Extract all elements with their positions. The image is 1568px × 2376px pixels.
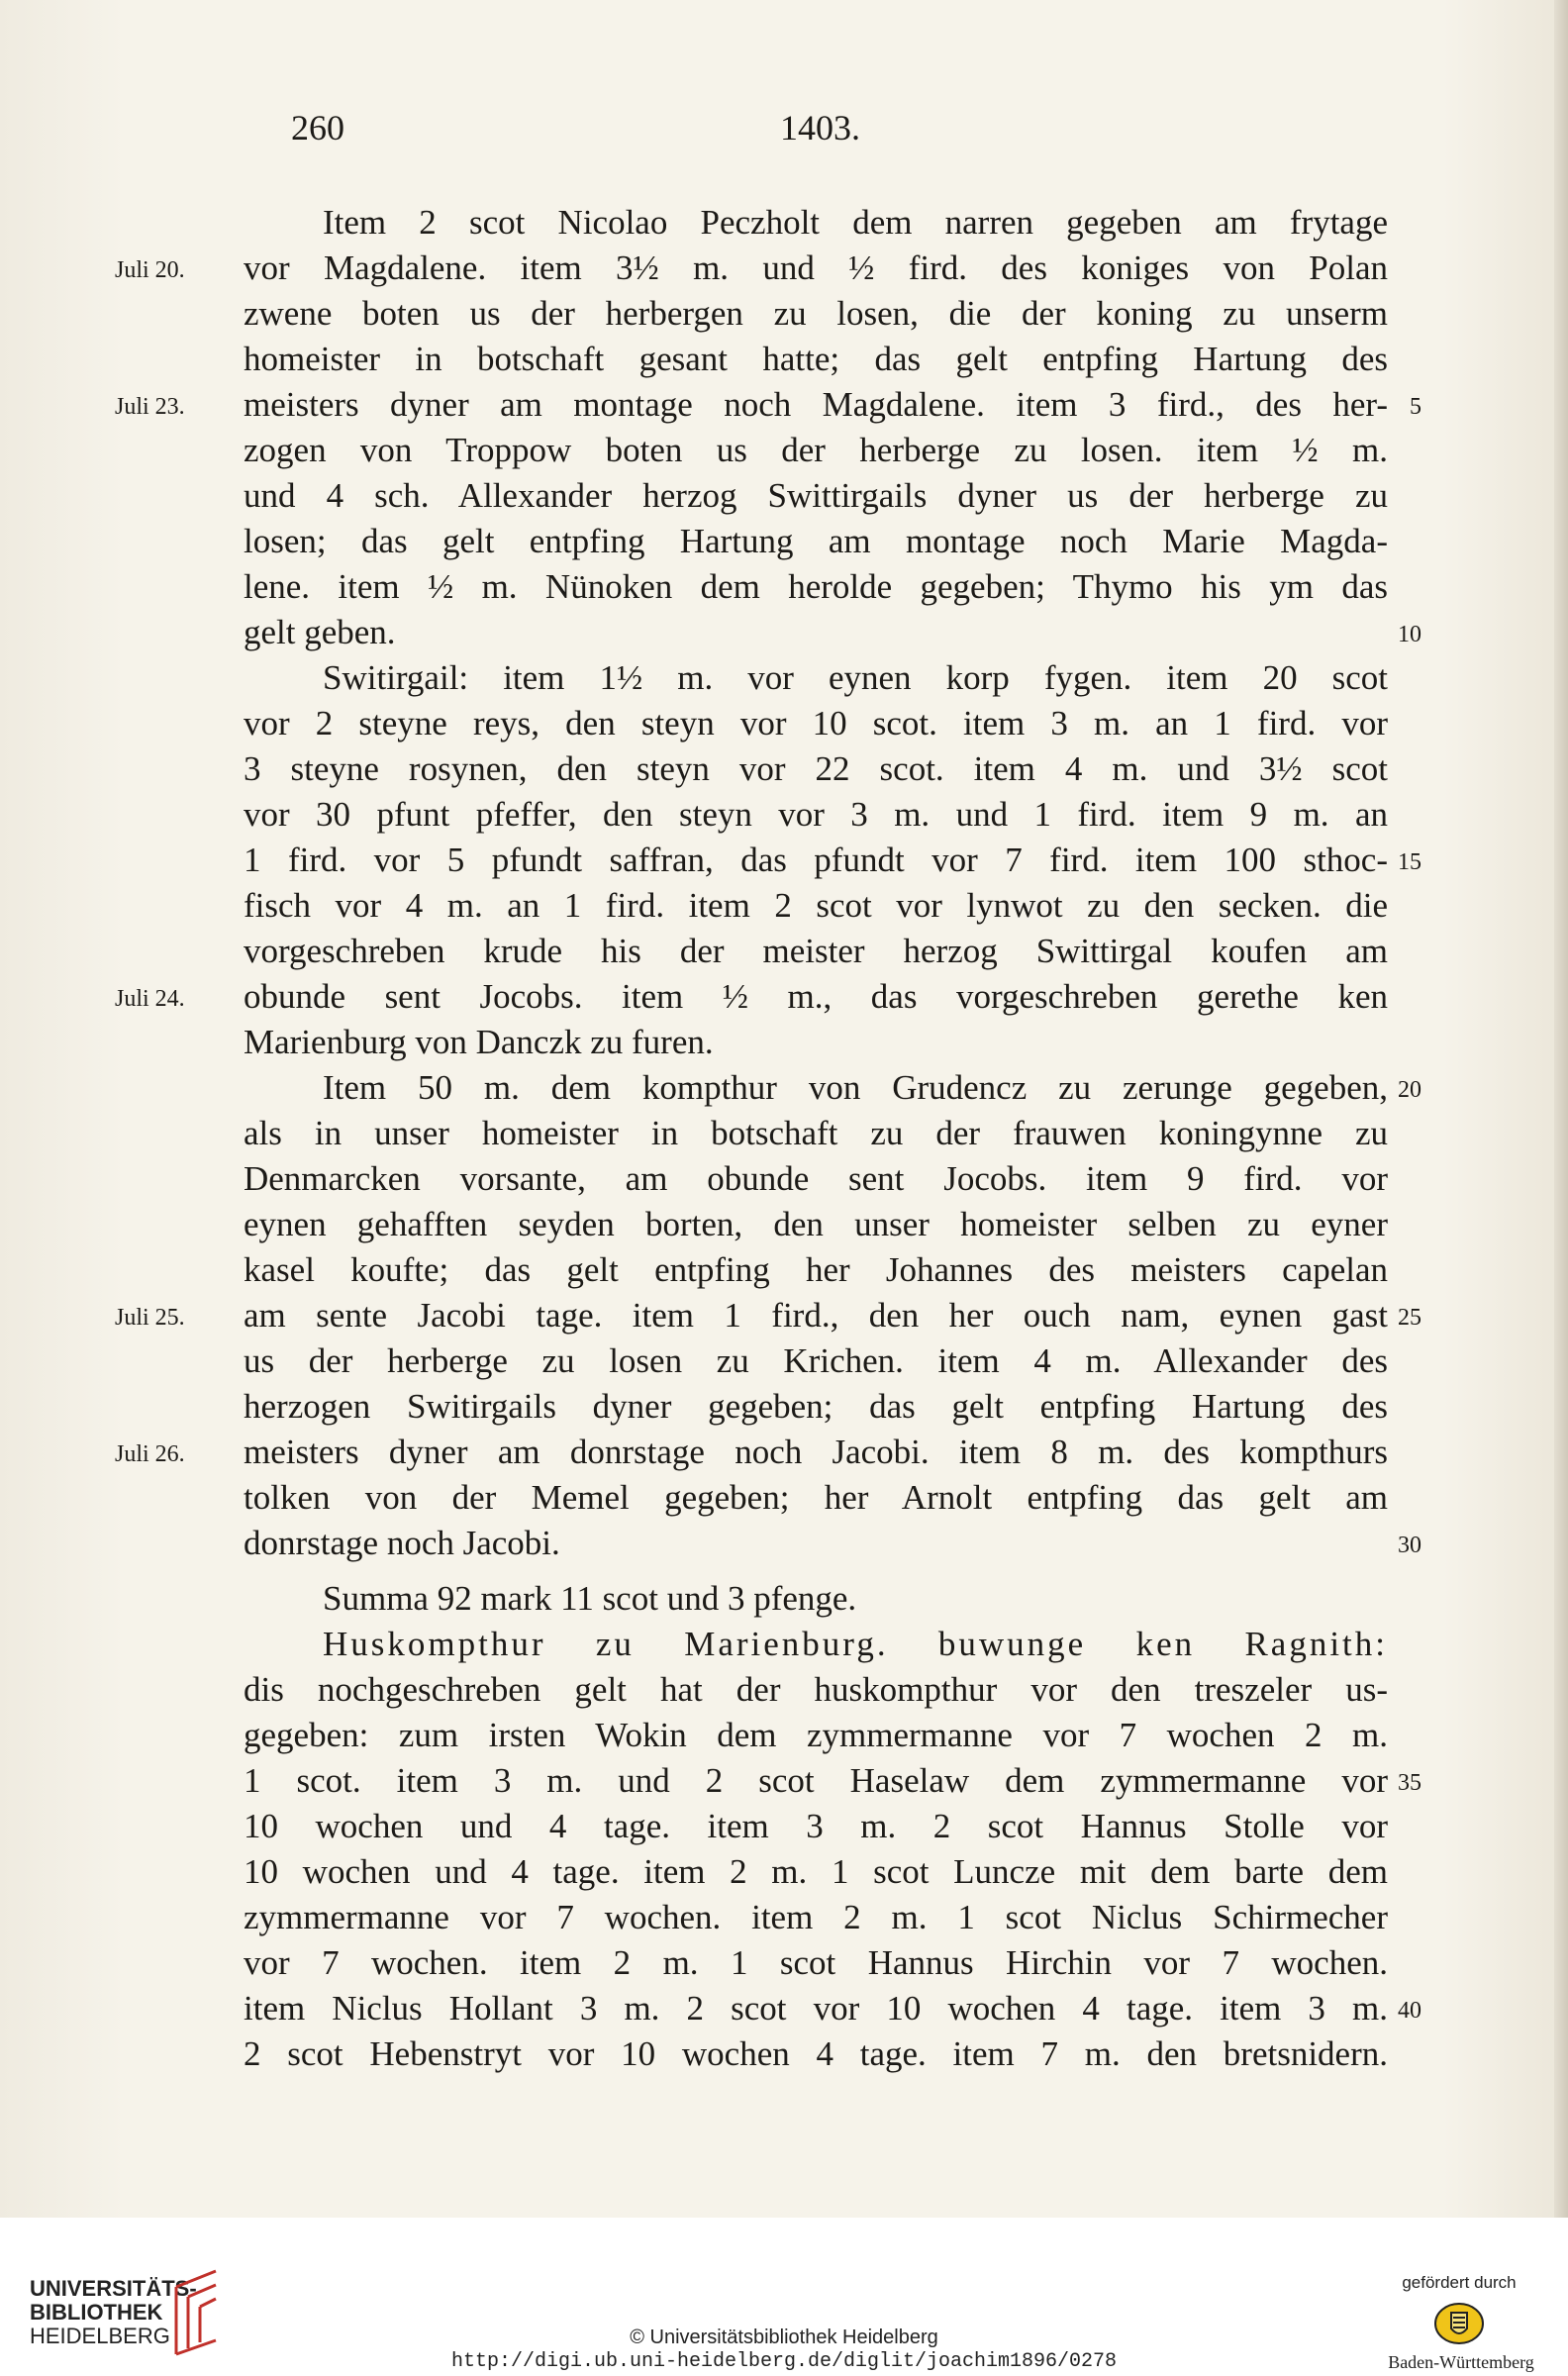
text-line: item Niclus Hollant 3 m. 2 scot vor 10 wochen 4 tage. item 3 m.: [244, 1989, 1388, 2028]
text-line: gelt geben.: [244, 613, 396, 651]
state-crest-icon: [1431, 2299, 1487, 2348]
sponsor-label: gefördert durch: [1402, 2273, 1517, 2292]
text-line: us der herberge zu losen zu Krichen. item 4 m. Allexander des: [244, 1341, 1388, 1380]
section-heading-line: Huskompthur zu Marienburg. buwunge ken Ragnith:: [323, 1625, 1388, 1663]
text-line: als in unser homeister in botschaft zu der frauwen koningynne zu: [244, 1114, 1388, 1152]
text-line: herzogen Switirgails dyner gegeben; das gelt entpfing Hartung des: [244, 1387, 1388, 1426]
margin-date-note: Juli 23.: [115, 394, 185, 420]
text-line: kasel koufte; das gelt entpfing her Johannes des meisters capelan: [244, 1250, 1388, 1289]
line-number: 25: [1398, 1305, 1421, 1331]
text-line: am sente Jacobi tage. item 1 fird., den her ouch nam, eynen gast: [244, 1296, 1388, 1335]
text-line: Denmarcken vorsante, am obunde sent Jocobs. item 9 fird. vor: [244, 1159, 1388, 1198]
text-line: tolken von der Memel gegeben; her Arnolt entpfing das gelt am: [244, 1478, 1388, 1517]
running-head-year: 1403.: [780, 108, 860, 148]
text-line: Marienburg von Danczk zu furen.: [244, 1023, 714, 1061]
text-line: Switirgail: item 1½ m. vor eynen korp fygen. item 20 scot: [323, 658, 1388, 697]
text-line: 10 wochen und 4 tage. item 3 m. 2 scot Hannus Stolle vor: [244, 1807, 1388, 1845]
text-line: dis nochgeschreben gelt hat der huskompthur vor den treszeler us-: [244, 1670, 1388, 1709]
text-line: 1 fird. vor 5 pfundt saffran, das pfundt vor 7 fird. item 100 sthoc-: [244, 841, 1388, 879]
text-line: zymmermanne vor 7 wochen. item 2 m. 1 scot Niclus Schirmecher: [244, 1898, 1388, 1936]
text-line: vor Magdalene. item 3½ m. und ½ fird. des koniges von Polan: [244, 248, 1388, 287]
text-line: eynen gehafften seyden borten, den unser homeister selben zu eyner: [244, 1205, 1388, 1243]
text-line: 3 steyne rosynen, den steyn vor 22 scot. item 4 m. und 3½ scot: [244, 749, 1388, 788]
line-number: 20: [1398, 1077, 1421, 1103]
text-line: Item 2 scot Nicolao Peczholt dem narren gegeben am frytage: [323, 203, 1388, 242]
text-line: vor 2 steyne reys, den steyn vor 10 scot. item 3 m. an 1 fird. vor: [244, 704, 1388, 742]
line-number: 15: [1398, 849, 1421, 875]
line-number: 40: [1398, 1998, 1421, 2024]
text-line: Item 50 m. dem kompthur von Grudencz zu zerunge gegeben,: [323, 1068, 1388, 1107]
text-line: losen; das gelt entpfing Hartung am montage noch Marie Magda-: [244, 522, 1388, 560]
margin-date-note: Juli 26.: [115, 1441, 185, 1467]
text-line: donrstage noch Jacobi.: [244, 1524, 560, 1562]
page-number: 260: [291, 108, 344, 148]
text-line: vor 7 wochen. item 2 m. 1 scot Hannus Hirchin vor 7 wochen.: [244, 1943, 1388, 1982]
margin-date-note: Juli 24.: [115, 986, 185, 1012]
text-line: lene. item ½ m. Nünoken dem herolde gegeben; Thymo his ym das: [244, 567, 1388, 606]
page-edge-shadow: [1554, 0, 1568, 2218]
permalink-url[interactable]: http://digi.ub.uni-heidelberg.de/diglit/joachim1896/0278: [450, 2350, 1118, 2373]
library-name-line3: HEIDELBERG: [30, 2324, 170, 2348]
summa-line: Summa 92 mark 11 scot und 3 pfenge.: [323, 1579, 857, 1618]
sponsor-name: Baden-Württemberg: [1388, 2352, 1534, 2372]
text-line: gegeben: zum irsten Wokin dem zymmermanne vor 7 wochen 2 m.: [244, 1716, 1388, 1754]
text-line: vor 30 pfunt pfeffer, den steyn vor 3 m. und 1 fird. item 9 m. an: [244, 795, 1388, 834]
line-number: 35: [1398, 1770, 1421, 1796]
text-line: 10 wochen und 4 tage. item 2 m. 1 scot Luncze mit dem barte dem: [244, 1852, 1388, 1891]
text-line: zogen von Troppow boten us der herberge zu losen. item ½ m.: [244, 431, 1388, 469]
line-number: 30: [1398, 1533, 1421, 1558]
margin-date-note: Juli 20.: [115, 257, 185, 283]
library-name-line2: BIBLIOTHEK: [30, 2300, 163, 2325]
text-line: und 4 sch. Allexander herzog Swittirgails dyner us der herberge zu: [244, 476, 1388, 515]
text-line: 2 scot Hebenstryt vor 10 wochen 4 tage. item 7 m. den bretsnidern.: [244, 2034, 1388, 2073]
text-line: meisters dyner am donrstage noch Jacobi. item 8 m. des kompthurs: [244, 1433, 1388, 1471]
text-line: vorgeschreben krude his der meister herzog Swittirgal koufen am: [244, 932, 1388, 970]
margin-date-note: Juli 25.: [115, 1305, 185, 1331]
text-line: fisch vor 4 m. an 1 fird. item 2 scot vor lynwot zu den secken. die: [244, 886, 1388, 925]
line-number: 10: [1398, 622, 1421, 647]
line-number: 5: [1410, 394, 1421, 420]
text-line: homeister in botschaft gesant hatte; das gelt entpfing Hartung des: [244, 340, 1388, 378]
text-line: 1 scot. item 3 m. und 2 scot Haselaw dem zymmermanne vor: [244, 1761, 1388, 1800]
copyright-notice: © Universitätsbibliothek Heidelberg: [630, 2326, 938, 2348]
text-line: obunde sent Jocobs. item ½ m., das vorgeschreben gerethe ken: [244, 977, 1388, 1016]
library-name-line1: UNIVERSITÄTS-: [30, 2276, 197, 2301]
text-line: meisters dyner am montage noch Magdalene. item 3 fird., des her-: [244, 385, 1388, 424]
text-line: zwene boten us der herbergen zu losen, die der koning zu unserm: [244, 294, 1388, 333]
